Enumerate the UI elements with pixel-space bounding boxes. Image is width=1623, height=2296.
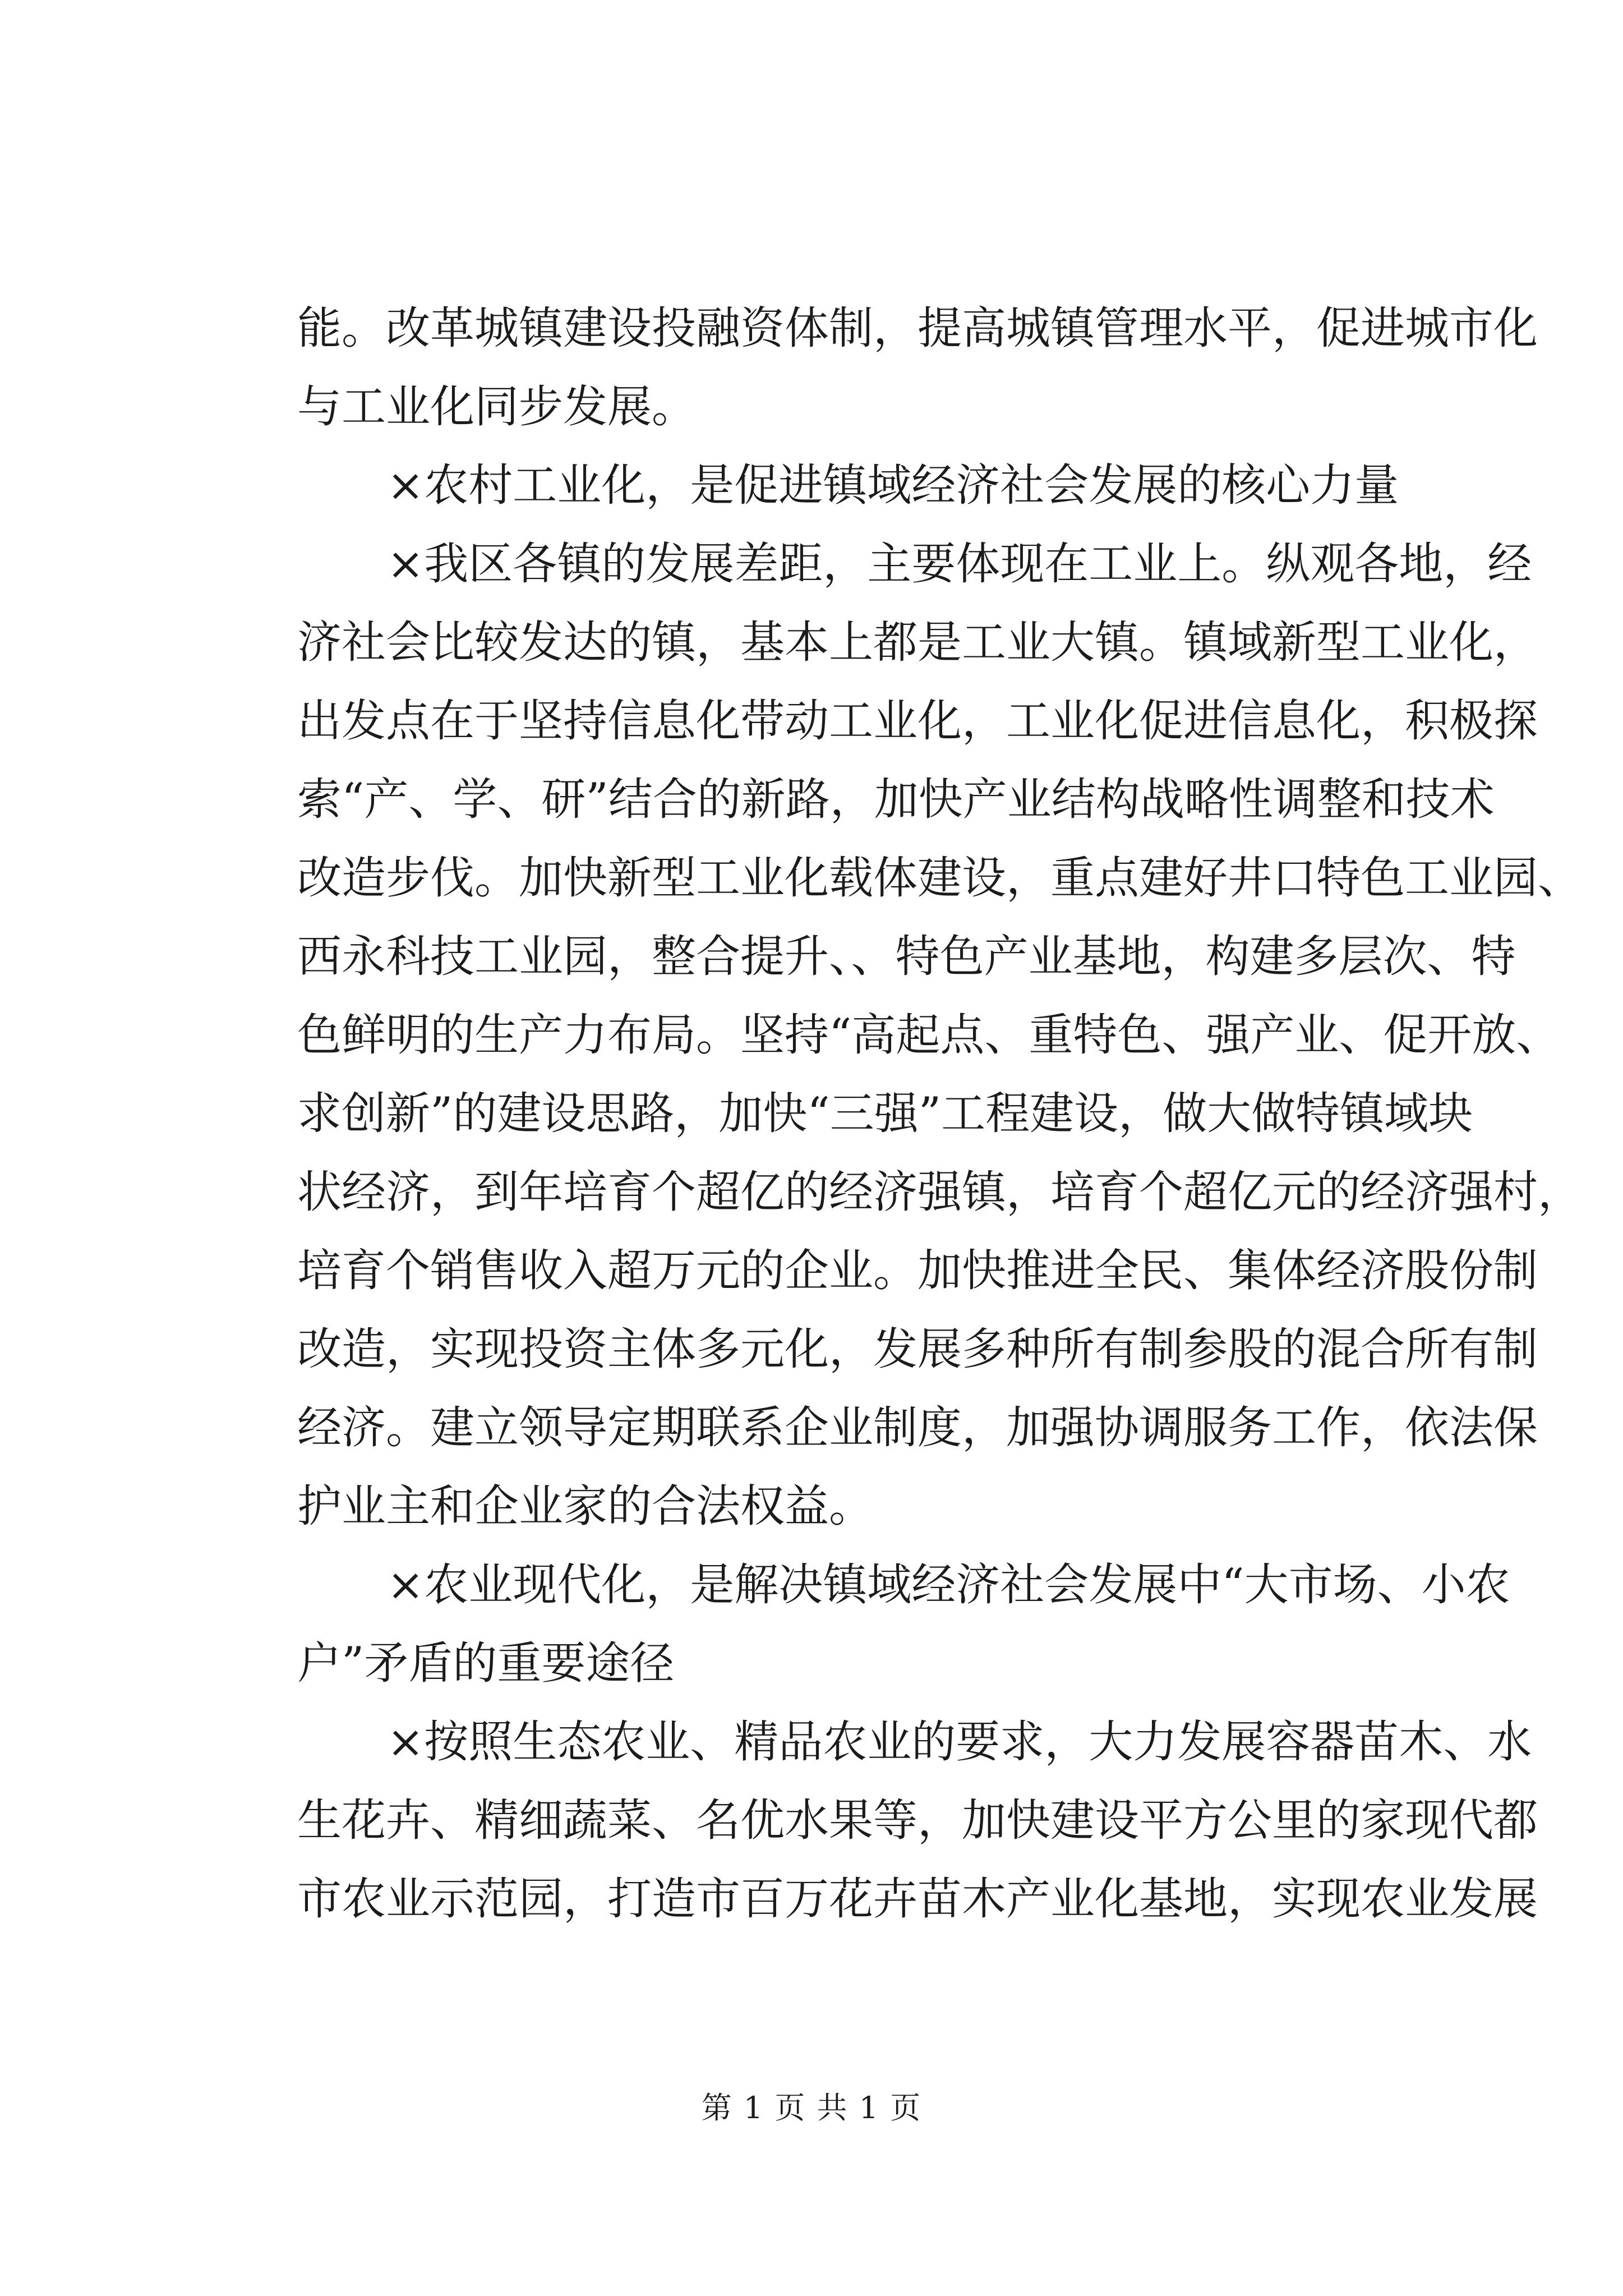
text-line: 经济。建立领导定期联系企业制度，加强协调服务工作，依法保 [297, 1402, 1538, 1453]
section-heading: ×农业现代化，是解决镇域经济社会发展中“大市场、小农 [387, 1559, 1510, 1611]
text-line: 西永科技工业园，整合提升、、特色产业基地，构建多层次、特 [297, 931, 1516, 982]
paragraph-first-line: ×按照生态农业、精品农业的要求，大力发展容器苗木、水 [387, 1716, 1532, 1768]
text-line: 出发点在于坚持信息化带动工业化，工业化促进信息化，积极探 [297, 695, 1538, 747]
text-line: 索“产、学、研”结合的新路，加快产业结构战略性调整和技术 [297, 774, 1495, 825]
section-heading: ×农村工业化，是促进镇域经济社会发展的核心力量 [387, 459, 1399, 511]
paragraph-first-line: ×我区各镇的发展差距，主要体现在工业上。纵观各地，经 [387, 538, 1532, 590]
text-line: 生花卉、精细蔬菜、名优水果等，加快建设平方公里的家现代都 [297, 1795, 1538, 1846]
section-heading-continued: 户”矛盾的重要途径 [297, 1637, 675, 1689]
text-line: 改造，实现投资主体多元化，发展多种所有制参股的混合所有制 [297, 1323, 1538, 1375]
document-body [297, 289, 1582, 1938]
text-line: 与工业化同步发展。 [297, 381, 696, 432]
text-line: 改造步伐。加快新型工业化载体建设，重点建好井口特色工业园、 [297, 852, 1582, 904]
page-number-footer: 第 1 页 共 1 页 [701, 2090, 922, 2125]
text-line: 色鲜明的生产力布局。坚持“高起点、重特色、强产业、促开放、 [297, 1009, 1561, 1061]
text-line: 状经济，到年培育个超亿的经济强镇，培育个超亿元的经济强村， [297, 1166, 1582, 1218]
text-line: 能。改革城镇建设投融资体制，提高城镇管理水平，促进城市化 [297, 302, 1538, 354]
text-line: 护业主和企业家的合法权益。 [297, 1480, 873, 1532]
text-line: 培育个销售收入超万元的企业。加快推进全民、集体经济股份制 [297, 1245, 1538, 1296]
text-line: 市农业示范园，打造市百万花卉苗木产业化基地，实现农业发展 [297, 1873, 1538, 1925]
text-line: 求创新”的建设思路，加快“三强”工程建设，做大做特镇域块 [297, 1088, 1473, 1139]
text-line: 济社会比较发达的镇，基本上都是工业大镇。镇域新型工业化， [297, 616, 1538, 668]
